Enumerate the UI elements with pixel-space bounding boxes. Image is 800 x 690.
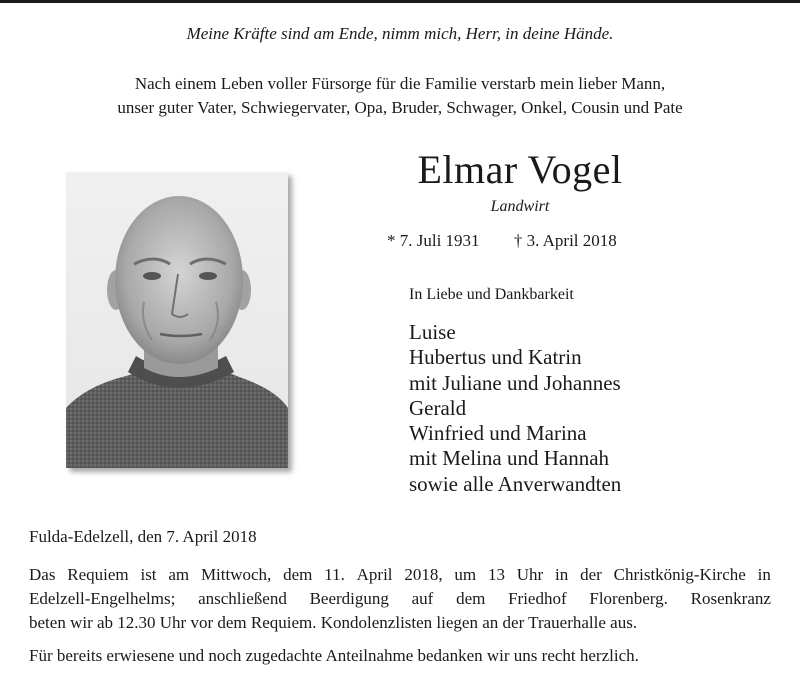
word: ist [140, 565, 157, 584]
mourner-name: mit Juliane und Johannes [409, 370, 621, 395]
word: Beerdigung [309, 589, 389, 608]
requiem-info [29, 563, 771, 635]
intro-line-2: unser guter Vater, Schwiegervater, Opa, Bruder, Schwager, Onkel, Cousin und Pate [117, 98, 683, 117]
word: 2018, [404, 565, 443, 584]
word: in [555, 565, 569, 584]
deceased-occupation: Landwirt [490, 198, 550, 215]
mourner-name: Winfried und Marina [409, 421, 587, 446]
deceased-name: Elmar Vogel [417, 147, 623, 192]
motto: Meine Kräfte sind am Ende, nimm mich, Herr, in deine Hände. [186, 24, 614, 43]
requiem-line-1 [29, 563, 771, 587]
thanks-text: Für bereits erwiesene und noch zugedachte Anteilnahme bedanken wir uns recht herzlich. [29, 646, 639, 665]
mourner-name: Luise [409, 320, 456, 344]
word: in [757, 565, 771, 584]
top-border [0, 0, 800, 3]
requiem-line-2 [29, 587, 771, 611]
word: anschließend [198, 589, 287, 608]
mourner-name: sowie alle Anverwandten [409, 471, 622, 496]
word: Uhr [516, 565, 544, 584]
mourners-list [409, 320, 621, 497]
word: Edelzell-Engelhelms; [29, 589, 176, 608]
word: dem [283, 565, 313, 584]
mourner-name: Hubertus und Katrin [409, 345, 582, 370]
word: 13 [487, 565, 505, 584]
word: auf [411, 589, 434, 608]
word: um [454, 565, 477, 584]
portrait-photo [66, 172, 288, 468]
word: Friedhof [508, 589, 567, 608]
word: Christkönig-Kirche [613, 565, 746, 584]
word: Das [29, 565, 56, 584]
word: am [168, 565, 190, 584]
word: 11. [324, 565, 345, 584]
word: April [356, 565, 393, 584]
mourner-name: mit Melina und Hannah [409, 446, 610, 471]
life-dates [387, 231, 617, 251]
intro-text [0, 72, 800, 120]
intro-line-1: Nach einem Leben voller Fürsorge für die Familie verstarb mein lieber Mann, [134, 74, 666, 93]
place-and-date: Fulda-Edelzell, den 7. April 2018 [29, 527, 257, 546]
requiem-line-3: beten wir ab 12.30 Uhr vor dem Requiem. Kondolenzlisten liegen an der Trauerhalle aus. [29, 613, 638, 632]
word: Mittwoch, [200, 565, 272, 584]
mourners-heading: In Liebe und Dankbarkeit [409, 286, 574, 303]
birth-date: * 7. Juli 1931 [387, 231, 480, 250]
word: Rosenkranz [690, 589, 771, 608]
word: dem [456, 589, 486, 608]
word: der [580, 565, 602, 584]
mourner-name: Gerald [409, 395, 467, 420]
death-date: † 3. April 2018 [513, 231, 617, 250]
word: Requiem [67, 565, 129, 584]
word: Florenberg. [589, 589, 668, 608]
